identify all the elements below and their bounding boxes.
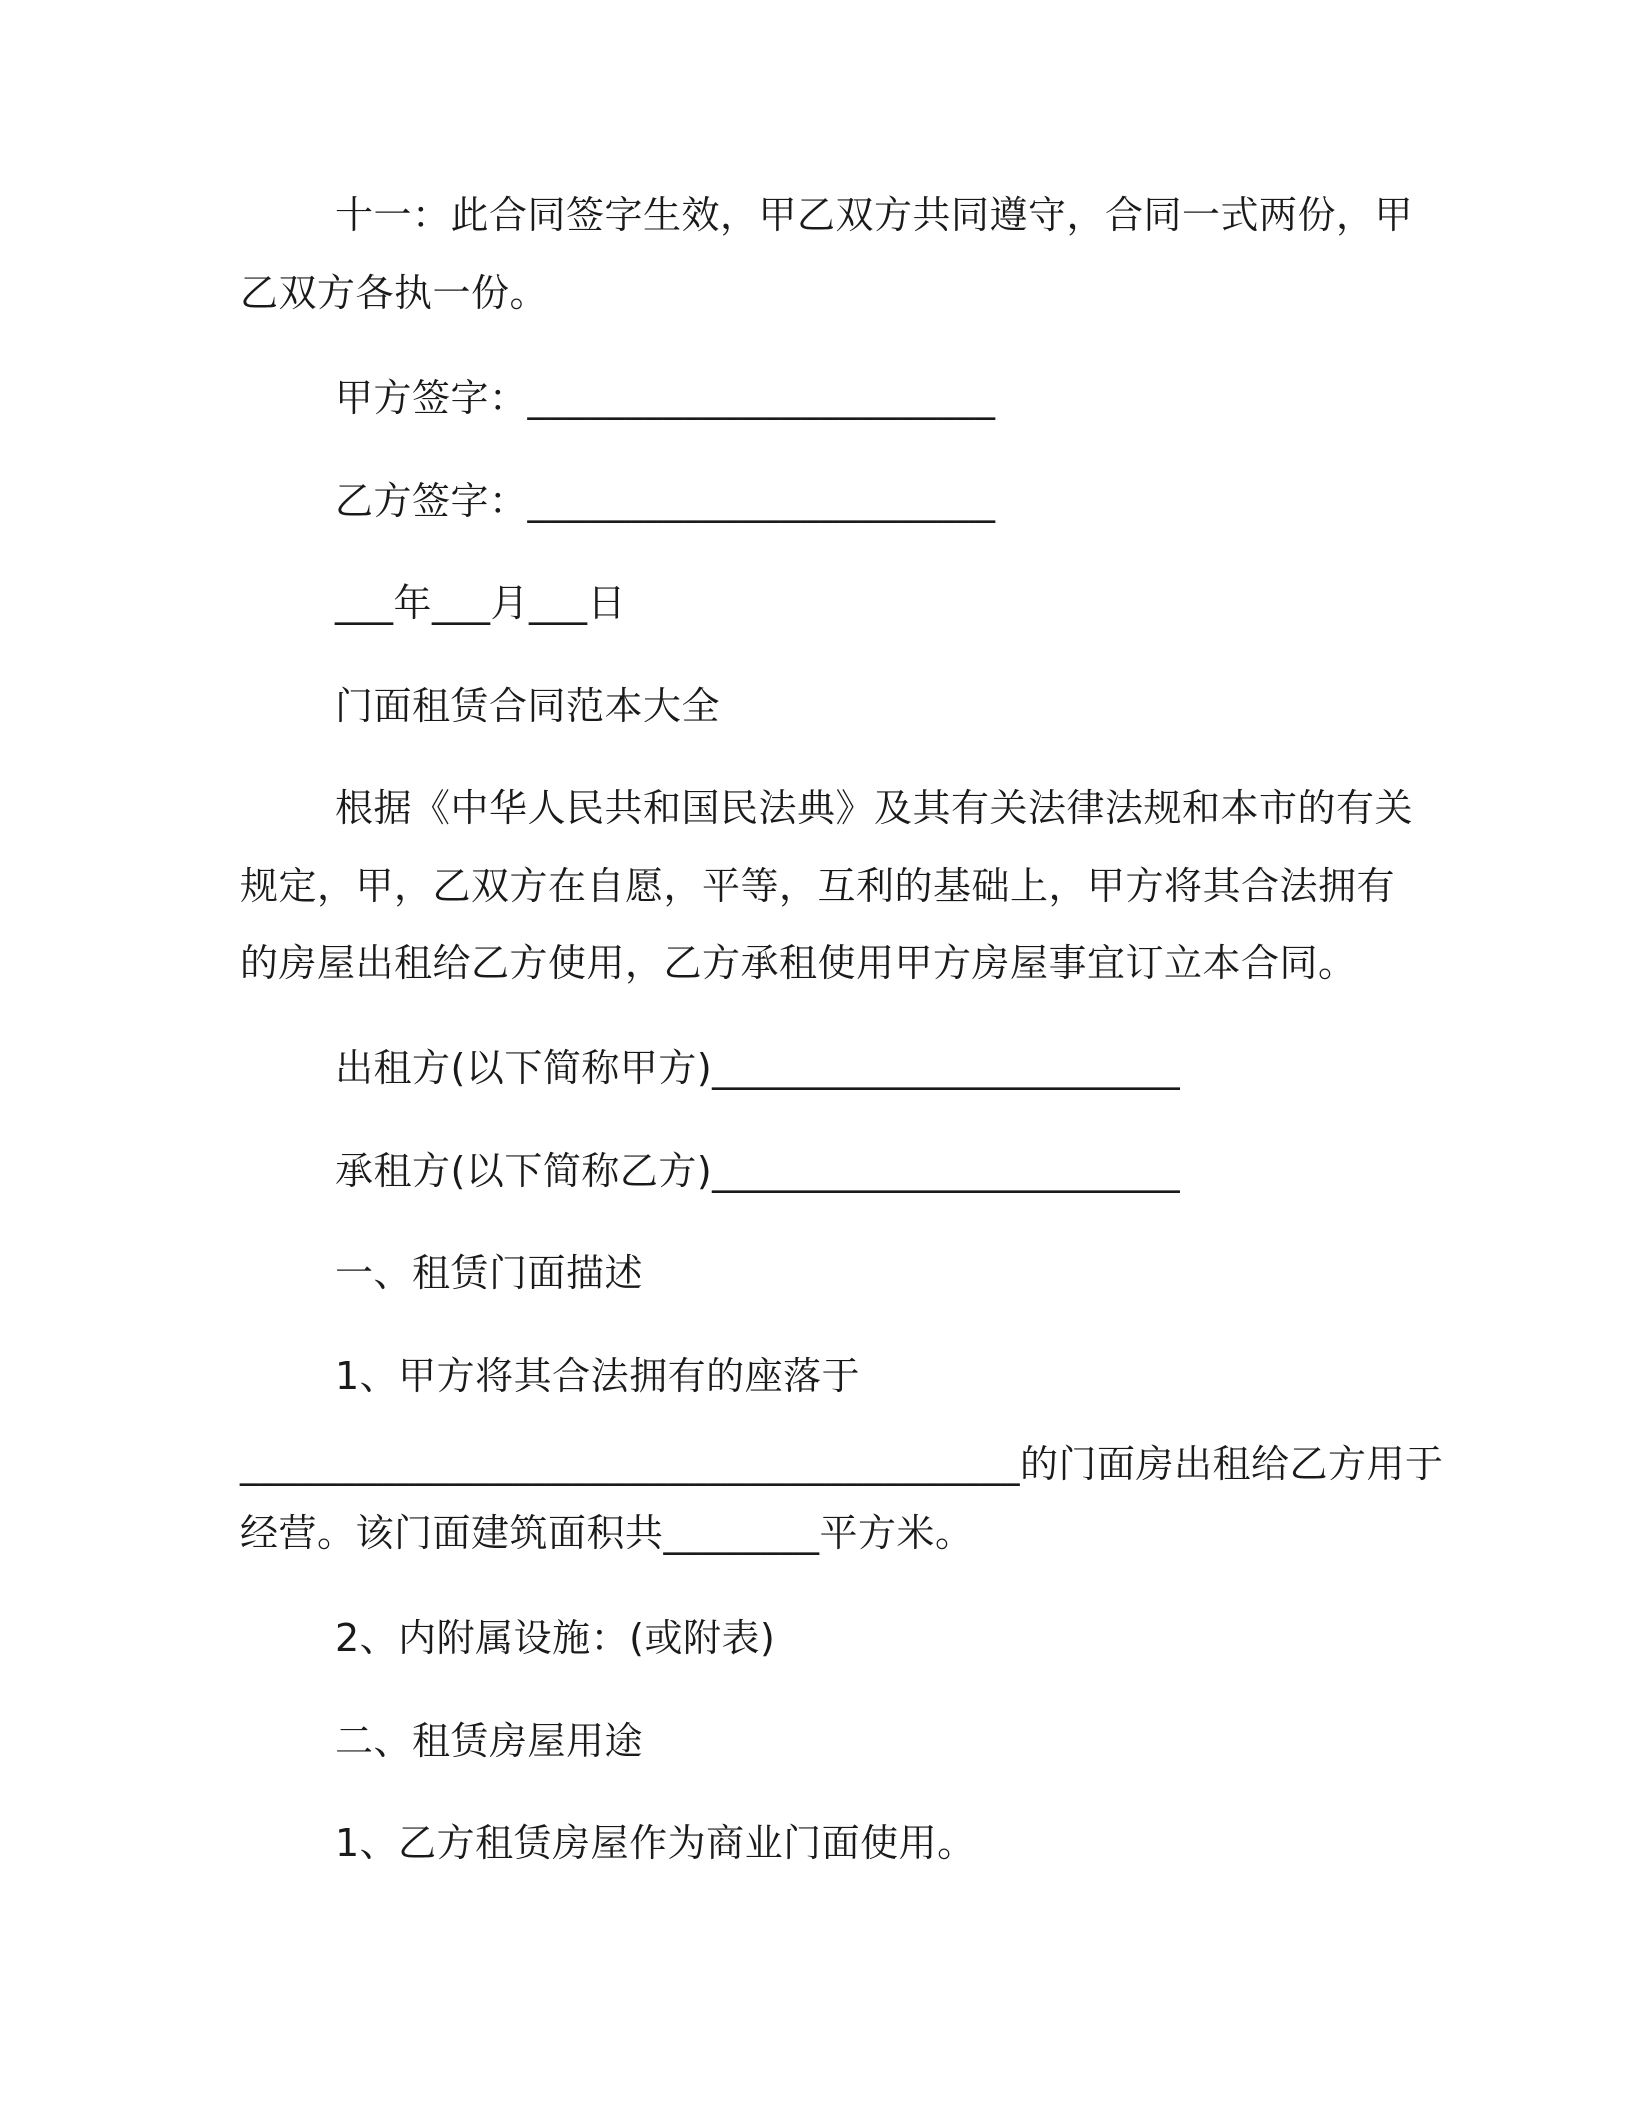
preamble-line-3: 的房屋出租给乙方使用，乙方承租使用甲方房屋事宜订立本合同。: [240, 941, 1357, 985]
item-1-1-line-1: 1、甲方将其合法拥有的座落于: [335, 1354, 861, 1398]
lessor-line: 出租方(以下简称甲方)________________________: [335, 1046, 1181, 1090]
lessee-line: 承租方(以下简称乙方)________________________: [335, 1149, 1181, 1193]
clause-11-line-2: 乙双方各执一份。: [240, 271, 549, 315]
item-1-1-line-2: ________________________________________的门面房出租给乙方用于: [240, 1442, 1444, 1486]
section-2-heading: 二、租赁房屋用途: [335, 1719, 644, 1763]
section-1-heading: 一、租赁门面描述: [335, 1251, 644, 1295]
document-title: 门面租赁合同范本大全: [335, 684, 721, 728]
party-a-signature-line: 甲方签字：________________________: [335, 376, 996, 420]
item-1-1-line-3: 经营。该门面建筑面积共________平方米。: [240, 1511, 974, 1555]
preamble-line-2: 规定，甲，乙双方在自愿，平等，互利的基础上，甲方将其合法拥有: [240, 864, 1396, 908]
clause-11-line-1: 十一：此合同签字生效，甲乙双方共同遵守，合同一式两份，甲: [335, 193, 1414, 237]
preamble-line-1: 根据《中华人民共和国民法典》及其有关法律法规和本市的有关: [335, 786, 1414, 830]
date-line: ___年___月___日: [335, 581, 627, 625]
party-b-signature-line: 乙方签字：________________________: [335, 479, 996, 523]
item-1-2: 2、内附属设施：(或附表): [335, 1616, 776, 1660]
item-2-1: 1、乙方租赁房屋作为商业门面使用。: [335, 1821, 976, 1865]
